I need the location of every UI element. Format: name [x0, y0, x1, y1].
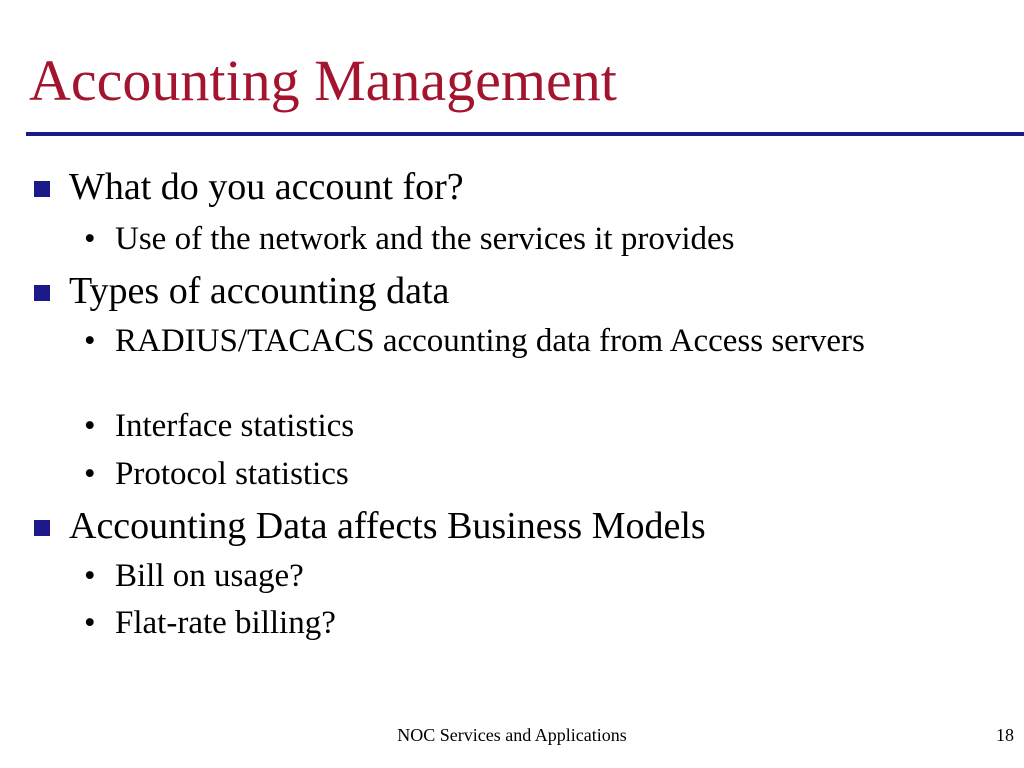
- sub-bullet-text: Bill on usage?: [115, 558, 304, 594]
- dot-bullet-icon: •: [84, 456, 96, 492]
- square-bullet-icon: [34, 520, 50, 536]
- sub-bullet-text: Protocol statistics: [115, 456, 349, 492]
- slide-title: Accounting Management: [29, 48, 617, 113]
- sub-bullet-text: Flat-rate billing?: [115, 605, 336, 641]
- bullet-text: Types of accounting data: [69, 270, 450, 312]
- dot-bullet-icon: •: [84, 221, 96, 257]
- square-bullet-icon: [34, 285, 50, 301]
- page-number: 18: [996, 725, 1014, 745]
- sub-bullet-text: Use of the network and the services it provides: [115, 221, 735, 257]
- sub-bullet-text: Interface statistics: [115, 408, 355, 444]
- footer-title: NOC Services and Applications: [397, 725, 627, 745]
- square-bullet-icon: [34, 181, 50, 197]
- bullet-text: What do you account for?: [69, 166, 464, 208]
- bullet-text: Accounting Data affects Business Models: [69, 505, 706, 547]
- dot-bullet-icon: •: [84, 408, 96, 444]
- sub-bullet-text: RADIUS/TACACS accounting data from Access servers: [115, 323, 865, 359]
- dot-bullet-icon: •: [84, 558, 96, 594]
- dot-bullet-icon: •: [84, 605, 96, 641]
- title-divider: [26, 132, 1024, 136]
- dot-bullet-icon: •: [84, 323, 96, 359]
